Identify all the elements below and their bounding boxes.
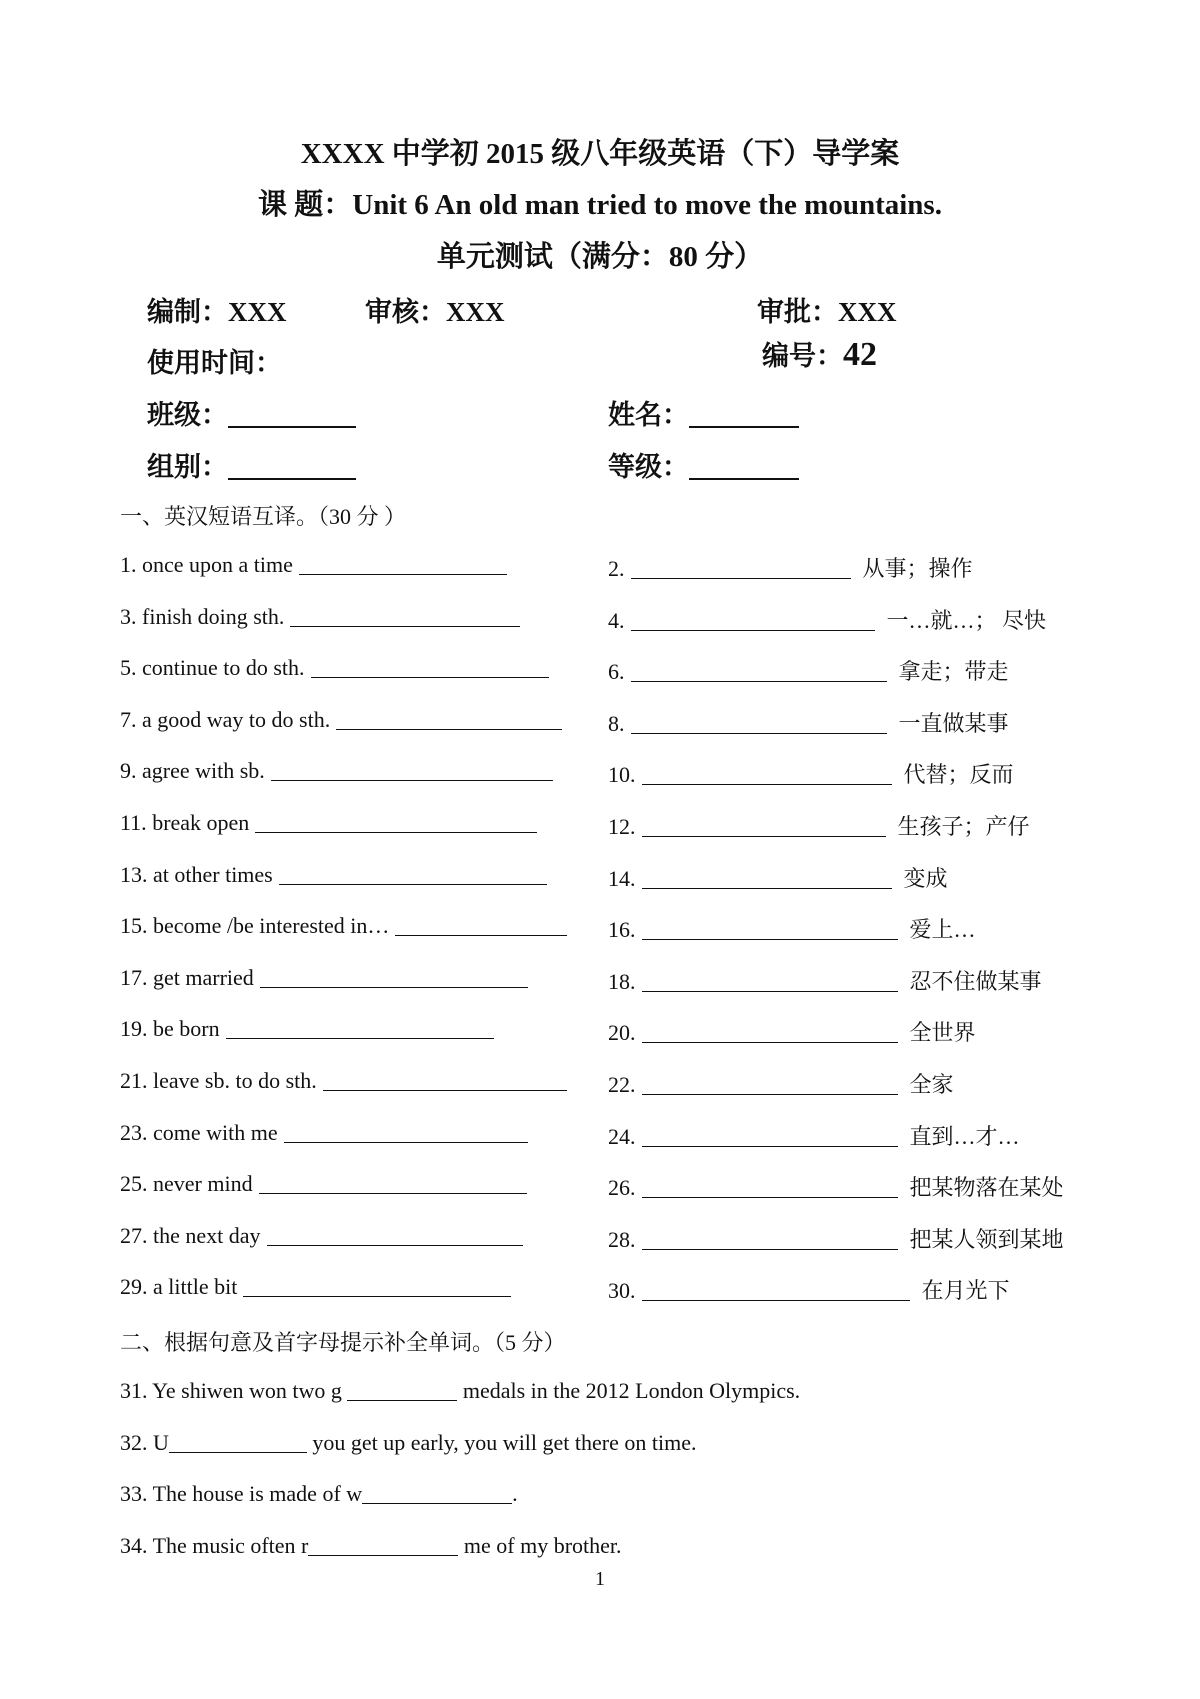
chinese-phrase: 全家 <box>909 1072 954 1097</box>
grade-field <box>608 445 799 484</box>
chinese-phrase: 在月光下 <box>921 1278 1010 1303</box>
answer-blank[interactable] <box>260 967 528 988</box>
sentence-end: me of my brother. <box>458 1533 622 1558</box>
document-number <box>762 334 877 374</box>
phrase-item-right <box>608 1274 1010 1305</box>
group-field <box>147 445 356 484</box>
item-number: 23. <box>120 1120 148 1145</box>
phrase-item-left <box>120 810 537 836</box>
item-number: 21. <box>120 1068 148 1093</box>
number-value: 42 <box>843 336 877 373</box>
answer-blank[interactable] <box>279 864 547 885</box>
phrase-item-right <box>608 707 1009 738</box>
phrase-item-right <box>608 758 1014 789</box>
item-number: 25. <box>120 1171 148 1196</box>
answer-blank[interactable] <box>642 1022 898 1043</box>
english-phrase: agree with sb. <box>142 758 265 783</box>
answer-blank[interactable] <box>642 1229 898 1250</box>
test-subtitle: 单元测试（满分：80 分） <box>436 241 764 273</box>
grade-label: 等级： <box>608 452 689 482</box>
item-number: 9. <box>120 758 137 783</box>
phrase-item-right <box>608 1016 976 1047</box>
item-number: 3. <box>120 604 137 629</box>
item-number: 29. <box>120 1274 148 1299</box>
number-label: 编号： <box>762 341 843 371</box>
english-phrase: leave sb. to do sth. <box>153 1068 317 1093</box>
english-phrase: once upon a time <box>142 552 293 577</box>
phrase-item-left <box>120 1016 494 1042</box>
answer-blank[interactable] <box>395 915 567 936</box>
answer-blank[interactable] <box>336 709 562 730</box>
item-number: 16. <box>608 917 636 942</box>
phrase-item-left <box>120 1068 567 1094</box>
chinese-phrase: 代替；反而 <box>903 762 1014 787</box>
phrase-item-left <box>120 1171 527 1197</box>
item-number: 13. <box>120 862 148 887</box>
chinese-phrase: 变成 <box>903 866 948 891</box>
answer-blank[interactable] <box>243 1276 511 1297</box>
phrase-item-left <box>120 758 553 784</box>
phrase-item-right <box>608 862 948 893</box>
answer-blank[interactable] <box>311 657 549 678</box>
phrase-item-left <box>120 552 507 578</box>
item-number: 26. <box>608 1175 636 1200</box>
sentence-start: 32. U <box>120 1430 169 1455</box>
english-phrase: get married <box>153 965 254 990</box>
answer-blank[interactable] <box>642 816 886 837</box>
answer-blank[interactable] <box>290 606 520 627</box>
item-number: 19. <box>120 1016 148 1041</box>
page-number: 1 <box>595 1568 605 1590</box>
english-phrase: at other times <box>153 862 273 887</box>
chinese-phrase: 全世界 <box>909 1020 976 1045</box>
completion-item <box>120 1378 800 1404</box>
phrase-item-left <box>120 965 528 991</box>
chinese-phrase: 从事；操作 <box>862 556 973 581</box>
answer-blank[interactable] <box>642 1126 898 1147</box>
answer-blank[interactable] <box>642 971 898 992</box>
sentence-start: 33. The house is made of w <box>120 1481 363 1506</box>
phrase-item-left <box>120 913 567 939</box>
phrase-item-right <box>608 1120 1020 1151</box>
phrase-item-right <box>608 1223 1064 1254</box>
phrase-item-left <box>120 1223 523 1249</box>
phrase-item-right <box>608 604 1046 635</box>
word-blank[interactable] <box>169 1432 307 1453</box>
sentence-end: . <box>512 1481 518 1506</box>
item-number: 10. <box>608 762 636 787</box>
phrase-item-right <box>608 655 1009 686</box>
answer-blank[interactable] <box>271 760 553 781</box>
item-number: 7. <box>120 707 137 732</box>
answer-blank[interactable] <box>267 1225 523 1246</box>
answer-blank[interactable] <box>642 764 892 785</box>
answer-blank[interactable] <box>642 1074 898 1095</box>
item-number: 1. <box>120 552 137 577</box>
chinese-phrase: 一…就…； 尽快 <box>886 608 1047 633</box>
answer-blank[interactable] <box>226 1018 494 1039</box>
english-phrase: never mind <box>153 1171 253 1196</box>
phrase-item-right <box>608 810 1030 841</box>
item-number: 30. <box>608 1278 636 1303</box>
phrase-item-right <box>608 965 1042 996</box>
word-blank[interactable] <box>362 1483 512 1504</box>
phrase-item-left <box>120 604 520 630</box>
answer-blank[interactable] <box>255 812 537 833</box>
chinese-phrase: 生孩子；产仔 <box>897 814 1030 839</box>
word-blank[interactable] <box>308 1535 458 1556</box>
word-blank[interactable] <box>347 1380 457 1401</box>
chinese-phrase: 把某人领到某地 <box>909 1227 1064 1252</box>
item-number: 27. <box>120 1223 148 1248</box>
class-label: 班级： <box>147 400 228 430</box>
sentence-end: you get up early, you will get there on time. <box>306 1430 697 1455</box>
class-blank[interactable] <box>228 402 356 428</box>
english-phrase: finish doing sth. <box>142 604 285 629</box>
answer-blank[interactable] <box>642 919 898 940</box>
item-number: 5. <box>120 655 137 680</box>
english-phrase: a little bit <box>153 1274 238 1299</box>
grade-blank[interactable] <box>689 454 799 480</box>
item-number: 24. <box>608 1124 636 1149</box>
compiler-label: 编制：XXX <box>147 297 287 327</box>
english-phrase: the next day <box>153 1223 261 1248</box>
item-number: 15. <box>120 913 148 938</box>
group-label: 组别： <box>147 452 228 482</box>
completion-item <box>120 1430 696 1456</box>
answer-blank[interactable] <box>284 1122 528 1143</box>
answer-blank[interactable] <box>299 554 507 575</box>
item-number: 28. <box>608 1227 636 1252</box>
lesson-topic: 课 题：Unit 6 An old man tried to move the mountains. <box>258 189 942 221</box>
item-number: 8. <box>608 711 625 736</box>
phrase-item-left <box>120 1120 528 1146</box>
item-number: 12. <box>608 814 636 839</box>
name-label: 姓名： <box>608 400 689 430</box>
chinese-phrase: 忍不住做某事 <box>909 969 1042 994</box>
phrase-item-left <box>120 707 562 733</box>
section-1-heading: 一、英汉短语互译。（30 分 ） <box>120 504 407 529</box>
answer-blank[interactable] <box>642 868 892 889</box>
english-phrase: be born <box>153 1016 220 1041</box>
phrase-item-right <box>608 552 973 583</box>
item-number: 22. <box>608 1072 636 1097</box>
phrase-item-right <box>608 913 976 944</box>
completion-item <box>120 1533 622 1559</box>
answer-blank[interactable] <box>259 1173 527 1194</box>
answer-blank[interactable] <box>642 1177 898 1198</box>
chinese-phrase: 把某物落在某处 <box>909 1175 1064 1200</box>
chinese-phrase: 拿走；带走 <box>898 659 1009 684</box>
english-phrase: come with me <box>153 1120 278 1145</box>
phrase-item-left <box>120 862 547 888</box>
name-blank[interactable] <box>689 402 799 428</box>
sentence-end: medals in the 2012 London Olympics. <box>457 1378 801 1403</box>
section-2-heading: 二、根据句意及首字母提示补全单词。（5 分） <box>120 1330 566 1355</box>
answer-blank[interactable] <box>631 661 887 682</box>
answer-blank[interactable] <box>323 1070 567 1091</box>
completion-item <box>120 1481 518 1507</box>
item-number: 2. <box>608 556 625 581</box>
item-number: 14. <box>608 866 636 891</box>
chinese-phrase: 一直做某事 <box>898 711 1009 736</box>
phrase-item-left <box>120 1274 511 1300</box>
class-field <box>147 393 356 432</box>
english-phrase: break open <box>152 810 250 835</box>
english-phrase: become /be interested in… <box>153 913 390 938</box>
reviewer-label: 审核：XXX <box>365 297 505 327</box>
sentence-start: 31. Ye shiwen won two g <box>120 1378 348 1403</box>
chinese-phrase: 直到…才… <box>909 1124 1020 1149</box>
usage-time-label: 使用时间： <box>147 348 282 378</box>
english-phrase: a good way to do sth. <box>142 707 331 732</box>
answer-blank[interactable] <box>631 713 887 734</box>
item-number: 20. <box>608 1020 636 1045</box>
phrase-item-right <box>608 1068 954 1099</box>
worksheet-title: XXXX 中学初 2015 级八年级英语（下）导学案 <box>300 138 900 170</box>
item-number: 11. <box>120 810 147 835</box>
sentence-start: 34. The music often r <box>120 1533 309 1558</box>
item-number: 4. <box>608 608 625 633</box>
item-number: 6. <box>608 659 625 684</box>
phrase-item-right <box>608 1171 1064 1202</box>
answer-blank[interactable] <box>631 558 851 579</box>
answer-blank[interactable] <box>631 610 875 631</box>
name-field <box>608 393 799 432</box>
group-blank[interactable] <box>228 454 356 480</box>
english-phrase: continue to do sth. <box>142 655 305 680</box>
answer-blank[interactable] <box>642 1280 910 1301</box>
approver-label: 审批：XXX <box>757 297 897 327</box>
chinese-phrase: 爱上… <box>909 917 976 942</box>
item-number: 17. <box>120 965 148 990</box>
item-number: 18. <box>608 969 636 994</box>
phrase-item-left <box>120 655 549 681</box>
